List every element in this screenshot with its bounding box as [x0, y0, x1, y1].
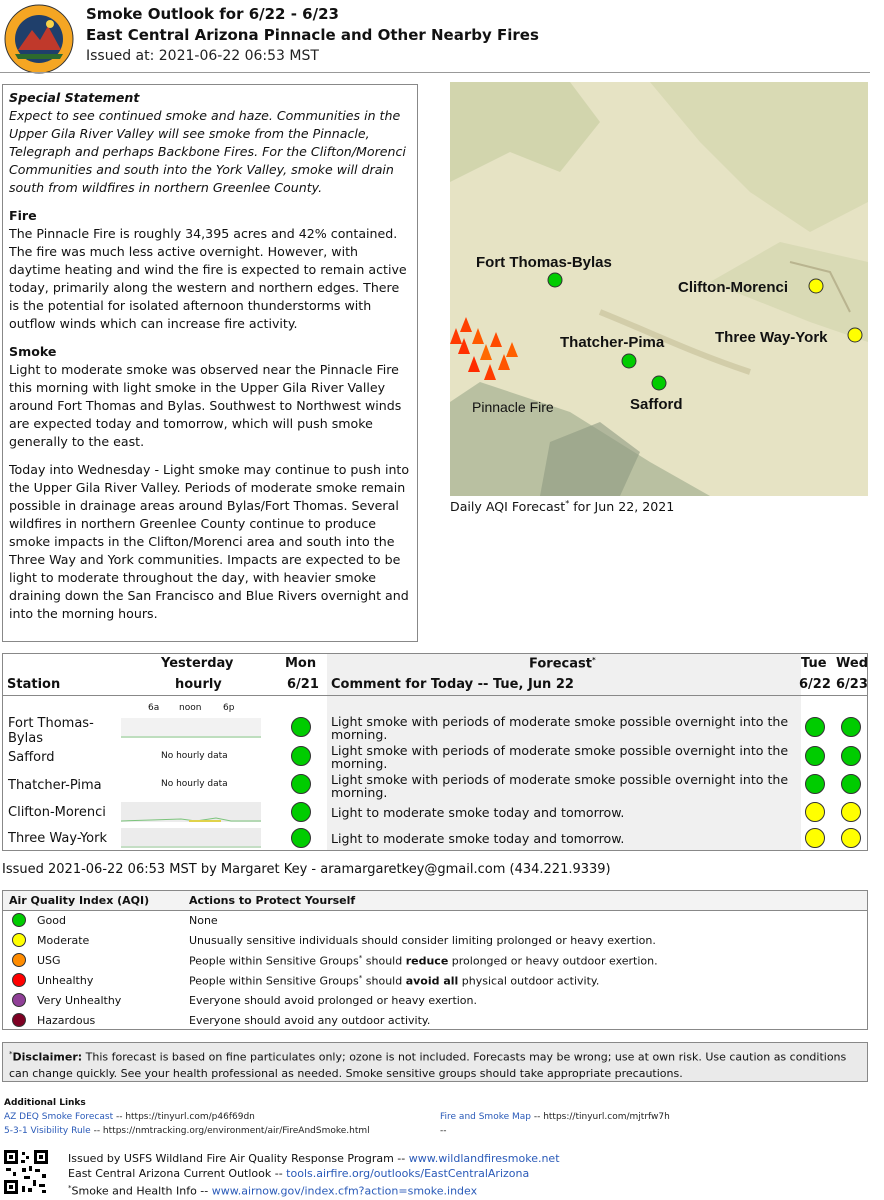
col-wed: Wed	[836, 656, 868, 671]
thatcher-marker	[622, 354, 636, 368]
additional-links-heading: Additional Links	[4, 1098, 86, 1108]
aqi-dot	[291, 828, 311, 848]
clifton-marker	[809, 279, 823, 293]
qr-code	[4, 1150, 48, 1194]
link-visibility-rule[interactable]: 5-3-1 Visibility Rule -- https://nmtracking.org/environment/air/FireAndSmoke.html	[4, 1126, 370, 1136]
hourly-chart-three-way	[121, 828, 261, 848]
issued-timestamp: Issued at: 2021-06-22 06:53 MST	[86, 48, 319, 64]
aqi-col-actions: Actions to Protect Yourself	[189, 894, 356, 907]
interagency-logo	[4, 4, 74, 74]
comment-clifton: Light to moderate smoke today and tomorrow.	[331, 805, 625, 820]
aqi-dot	[291, 802, 311, 822]
statement-box	[2, 84, 418, 642]
aqi-dot	[841, 828, 861, 848]
station-fort-thomas: Fort Thomas- Bylas	[8, 716, 94, 746]
three-way-marker	[848, 328, 862, 342]
col-mon-date: 6/21	[287, 677, 319, 692]
aqi-col-index: Air Quality Index (AQI)	[9, 894, 150, 907]
col-yesterday: Yesterday	[161, 656, 234, 671]
link-fire-smoke-map[interactable]: Fire and Smoke Map -- https://tinyurl.com/mjtrfw7h	[440, 1112, 670, 1122]
aqi-swatch	[12, 933, 26, 947]
aqi-dot	[805, 717, 825, 737]
disclaimer: *Disclaimer: This forecast is based on fine particulates only; ozone is not included. Forecasts may be wrong; use at own risk. Use caution as conditions can change quickly. See your health professional as needed. Smoke sensitive groups should take appropriate precautions.	[2, 1042, 868, 1082]
map-label-safford: Safford	[630, 396, 683, 413]
smoke-text-1: Light to moderate smoke was observed near the Pinnacle Fire this morning with light smoke in the Upper Gila River Valley around Fort Thomas and Bylas. Southwest to Northwest winds are expected today and tomorrow, which will push smoke generally to the east.	[9, 362, 402, 449]
page-subtitle: East Central Arizona Pinnacle and Other Nearby Fires	[86, 26, 539, 44]
footer-line-1: Issued by USFS Wildland Fire Air Quality Response Program -- www.wildlandfiresmoke.net	[68, 1152, 560, 1165]
tick-6a: 6a	[148, 703, 160, 713]
aqi-dot	[291, 746, 311, 766]
special-statement-heading: Special Statement	[9, 90, 140, 105]
col-wed-date: 6/23	[836, 677, 868, 692]
header-row-divider	[3, 695, 867, 696]
aqi-row-good: Good None	[3, 911, 867, 931]
fire-heading: Fire	[9, 208, 37, 223]
col-tue-date: 6/22	[799, 677, 831, 692]
aqi-row-moderate: Moderate Unusually sensitive individuals should consider limiting prolonged or heavy exertion.	[3, 931, 867, 951]
aqi-swatch	[12, 993, 26, 1007]
comment-thatcher: Light smoke with periods of moderate smoke possible overnight into the morning.	[331, 772, 789, 800]
aqi-row-usg: USG People within Sensitive Groups* should reduce prolonged or heavy outdoor exertion.	[3, 951, 867, 971]
aqi-dot	[841, 774, 861, 794]
hourly-safford: No hourly data	[161, 751, 228, 761]
map-label-pinnacle: Pinnacle Fire	[472, 399, 554, 415]
fire-text: The Pinnacle Fire is roughly 34,395 acres and 42% contained. The fire was much less active overnight. However, with daytime heating and wind the fire is expected to remain active today, primarily along the western and northern edges. There is the potential for isolated afternoon thunderstorms with outflow winds which can increase fire activity.	[9, 226, 407, 331]
tick-noon: noon	[179, 703, 202, 713]
aqi-dot	[805, 828, 825, 848]
aqi-swatch	[12, 973, 26, 987]
station-thatcher: Thatcher-Pima	[8, 778, 102, 793]
aqi-row-hazardous: Hazardous Everyone should avoid any outdoor activity.	[3, 1011, 867, 1031]
aqi-dot	[805, 746, 825, 766]
hourly-chart-clifton	[121, 802, 261, 822]
map-caption: Daily AQI Forecast* for Jun 22, 2021	[450, 499, 675, 515]
footer-link-wildlandfiresmoke[interactable]: www.wildlandfiresmoke.net	[408, 1152, 560, 1165]
map-label-three-way: Three Way-York	[715, 329, 828, 346]
aqi-swatch	[12, 953, 26, 967]
aqi-swatch	[12, 913, 26, 927]
comment-fort-thomas: Light smoke with periods of moderate smoke possible overnight into the morning.	[331, 714, 789, 742]
hourly-thatcher: No hourly data	[161, 779, 228, 789]
col-forecast: Forecast*	[529, 656, 596, 672]
comment-three-way: Light to moderate smoke today and tomorrow.	[331, 831, 625, 846]
map-label-fort-thomas: Fort Thomas-Bylas	[476, 254, 612, 271]
footer-line-3: *Smoke and Health Info -- www.airnow.gov/index.cfm?action=smoke.index	[68, 1184, 478, 1198]
aqi-forecast-map[interactable]	[450, 82, 868, 496]
col-station: Station	[7, 677, 61, 692]
map-label-clifton: Clifton-Morenci	[678, 279, 788, 296]
issued-by: Issued 2021-06-22 06:53 MST by Margaret Key - aramargaretkey@gmail.com (434.221.9339)	[2, 862, 611, 877]
col-tue: Tue	[801, 656, 827, 671]
hourly-chart-fort-thomas	[121, 718, 261, 738]
aqi-dot	[291, 717, 311, 737]
station-safford: Safford	[8, 750, 55, 765]
aqi-dot	[841, 802, 861, 822]
fort-thomas-marker	[548, 273, 562, 287]
col-comment: Comment for Today -- Tue, Jun 22	[331, 677, 574, 692]
safford-marker	[652, 376, 666, 390]
col-mon: Mon	[285, 656, 317, 671]
special-statement-text: Expect to see continued smoke and haze. Communities in the Upper Gila River Valley will see smoke from the Pinnacle, Telegraph and perhaps Backbone Fires. For the Clifton/Morenci Communities and south into the York Valley, smoke will drain south from wildfires in northern Greenlee County.	[9, 108, 406, 195]
link-az-deq[interactable]: AZ DEQ Smoke Forecast -- https://tinyurl.com/p46f69dn	[4, 1112, 255, 1122]
aqi-dot	[291, 774, 311, 794]
aqi-dot	[805, 774, 825, 794]
aqi-dot	[841, 746, 861, 766]
link-empty: --	[440, 1126, 447, 1136]
aqi-dot	[805, 802, 825, 822]
aqi-row-unhealthy: Unhealthy People within Sensitive Groups* should avoid all physical outdoor activity.	[3, 971, 867, 991]
map-label-thatcher: Thatcher-Pima	[560, 334, 665, 351]
forecast-table	[2, 653, 868, 851]
smoke-text-2: Today into Wednesday - Light smoke may continue to push into the Upper Gila River Valley. Periods of moderate smoke remain possible in drainage areas around Bylas/Fort Thomas. Several wildfires in northern Greenlee County continue to produce smoke impacts in the Clifton/Morenci area and south into the Three Way and York communities. Impacts are expected to be light to moderate throughout the day, with heavier smoke draining down the San Francisco and Blue Rivers overnight and into the morning hours.	[9, 462, 410, 621]
smoke-heading: Smoke	[9, 344, 57, 359]
footer-link-airnow[interactable]: www.airnow.gov/index.cfm?action=smoke.index	[211, 1184, 478, 1198]
col-hourly: hourly	[175, 677, 222, 692]
aqi-dot	[841, 717, 861, 737]
page-title: Smoke Outlook for 6/22 - 6/23	[86, 5, 339, 23]
comment-safford: Light smoke with periods of moderate smoke possible overnight into the morning.	[331, 743, 789, 771]
footer-link-outlook[interactable]: tools.airfire.org/outlooks/EastCentralArizona	[286, 1167, 530, 1180]
aqi-row-very-unhealthy: Very Unhealthy Everyone should avoid prolonged or heavy exertion.	[3, 991, 867, 1011]
station-three-way: Three Way-York	[8, 831, 108, 846]
aqi-swatch	[12, 1013, 26, 1027]
aqi-legend	[2, 890, 868, 1030]
tick-6p: 6p	[223, 703, 235, 713]
aqi-legend-header	[3, 891, 867, 911]
header-divider	[0, 72, 870, 73]
station-clifton: Clifton-Morenci	[8, 805, 106, 820]
footer-line-2: East Central Arizona Current Outlook -- tools.airfire.org/outlooks/EastCentralArizona	[68, 1167, 530, 1180]
